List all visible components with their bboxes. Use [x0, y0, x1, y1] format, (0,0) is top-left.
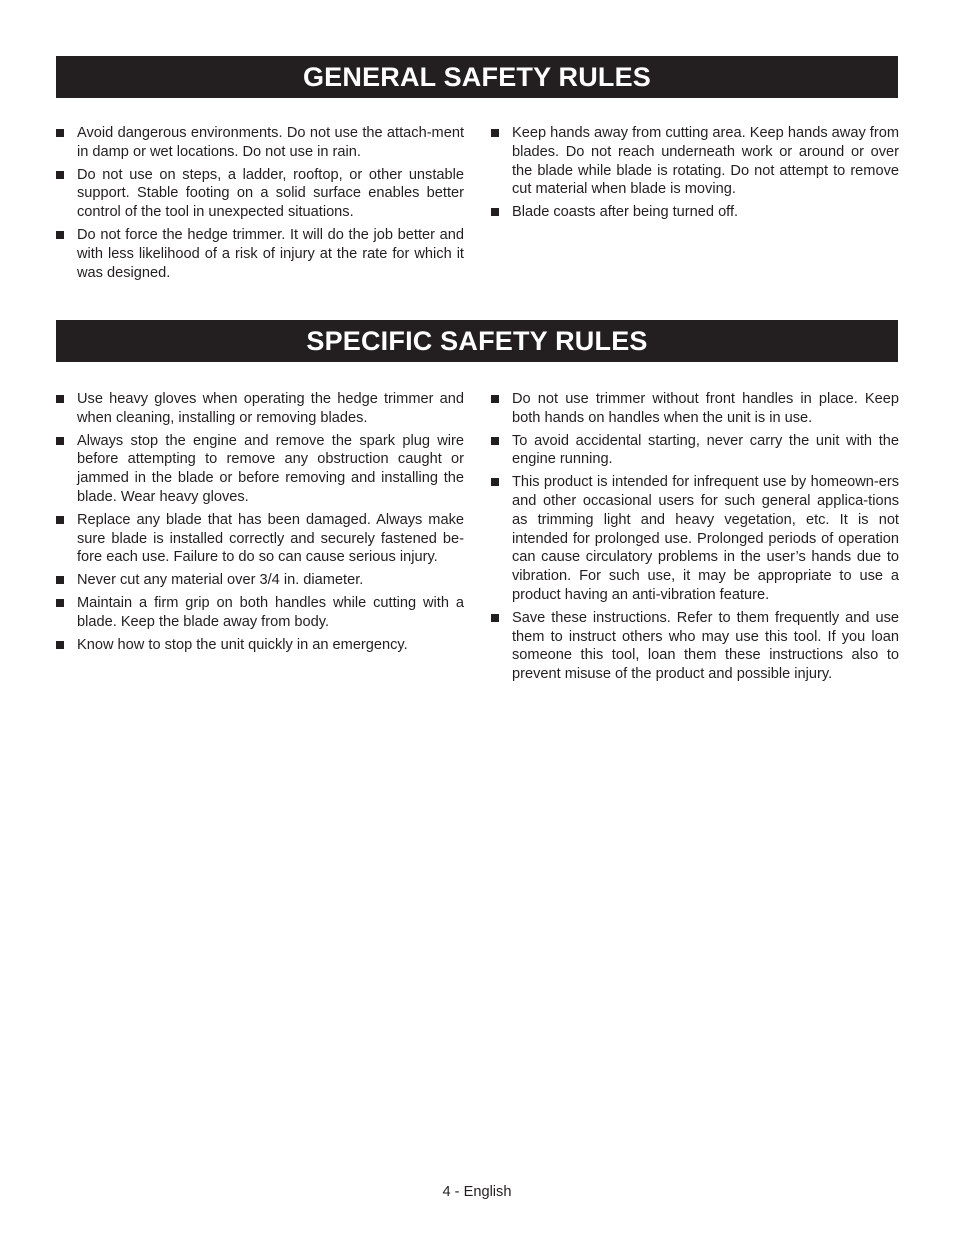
square-bullet-icon [56, 171, 64, 179]
rule-text: Do not use trimmer without front handles in place. Keep both hands on handles when the unit is in use. [512, 391, 899, 426]
square-bullet-icon [491, 437, 499, 445]
list-item [491, 609, 899, 684]
general-rules-right-list [491, 124, 899, 226]
list-item [56, 390, 464, 428]
square-bullet-icon [56, 599, 64, 607]
rule-text: Keep hands away from cutting area. Keep hands away from blades. Do not reach underneath work or around or over the blade while blade is rotating. Do not attempt to remove cut material when blade is moving. [512, 125, 899, 198]
rule-text: Do not force the hedge trimmer. It will do the job better and with less likelihood of a risk of injury at the rate for which it was designed. [77, 226, 464, 281]
square-bullet-icon [491, 208, 499, 216]
general-rules-left-list [56, 124, 464, 286]
square-bullet-icon [56, 641, 64, 649]
specific-safety-rules-heading: SPECIFIC SAFETY RULES [56, 320, 898, 362]
rule-text: Do not use on steps, a ladder, rooftop, or other unstable support. Stable footing on a solid surface enables better control of the tool in unexpected situations. [77, 166, 464, 221]
list-item [56, 636, 464, 655]
list-item [56, 166, 464, 222]
rule-text: Save these instructions. Refer to them frequently and use them to instruct others who may use this tool. If you loan someone this tool, loan them these instructions also to prevent misuse of the product and possible injury. [512, 609, 899, 683]
square-bullet-icon [56, 576, 64, 584]
list-item [491, 124, 899, 199]
square-bullet-icon [491, 129, 499, 137]
list-item [56, 594, 464, 632]
list-item [56, 226, 464, 282]
page-number: 4 - English [442, 1184, 512, 1200]
square-bullet-icon [491, 395, 499, 403]
rule-text: Never cut any material over 3/4 in. diameter. [77, 572, 364, 589]
list-item [56, 124, 464, 162]
general-safety-rules-heading: GENERAL SAFETY RULES [56, 56, 898, 98]
rule-text: Know how to stop the unit quickly in an emergency. [77, 636, 408, 653]
list-item [56, 511, 464, 567]
list-item [491, 473, 899, 605]
square-bullet-icon [491, 614, 499, 622]
rule-text: Avoid dangerous environments. Do not use the attach-ment in damp or wet locations. Do not use in rain. [77, 125, 464, 160]
list-item [56, 571, 464, 590]
list-item [491, 432, 899, 470]
rule-text: Blade coasts after being turned off. [512, 204, 739, 221]
square-bullet-icon [56, 437, 64, 445]
rule-text: Maintain a firm grip on both handles while cutting with a blade. Keep the blade away from body. [77, 594, 464, 630]
list-item [56, 432, 464, 507]
rule-text: This product is intended for infrequent use by homeown-ers and other occasional users for such general applica-tions as trimming light and heavy vegetation, etc. It is not intended for prolonged use. Prolonged periods of operation can cause circulatory problems in the user’s hands due to vibration. For such use, it may be appropriate to use a product having an anti-vibration feature. [512, 474, 899, 603]
list-item [491, 390, 899, 428]
rule-text: Use heavy gloves when operating the hedge trimmer and when cleaning, installing or removing blades. [77, 391, 464, 426]
specific-rules-left-list [56, 390, 464, 658]
specific-rules-right-list [491, 390, 899, 688]
list-item [491, 203, 899, 222]
rule-text: Replace any blade that has been damaged. Always make sure blade is installed correctly and securely fastened be-fore each use. Failure to do so can cause serious injury. [77, 511, 464, 566]
square-bullet-icon [56, 231, 64, 239]
square-bullet-icon [491, 478, 499, 486]
rule-text: Always stop the engine and remove the spark plug wire before attempting to remove any obstruction caught or jammed in the blade or before removing and installing the blade. Wear heavy gloves. [77, 432, 464, 505]
square-bullet-icon [56, 516, 64, 524]
square-bullet-icon [56, 395, 64, 403]
rule-text: To avoid accidental starting, never carry the unit with the engine running. [512, 432, 899, 468]
square-bullet-icon [56, 129, 64, 137]
